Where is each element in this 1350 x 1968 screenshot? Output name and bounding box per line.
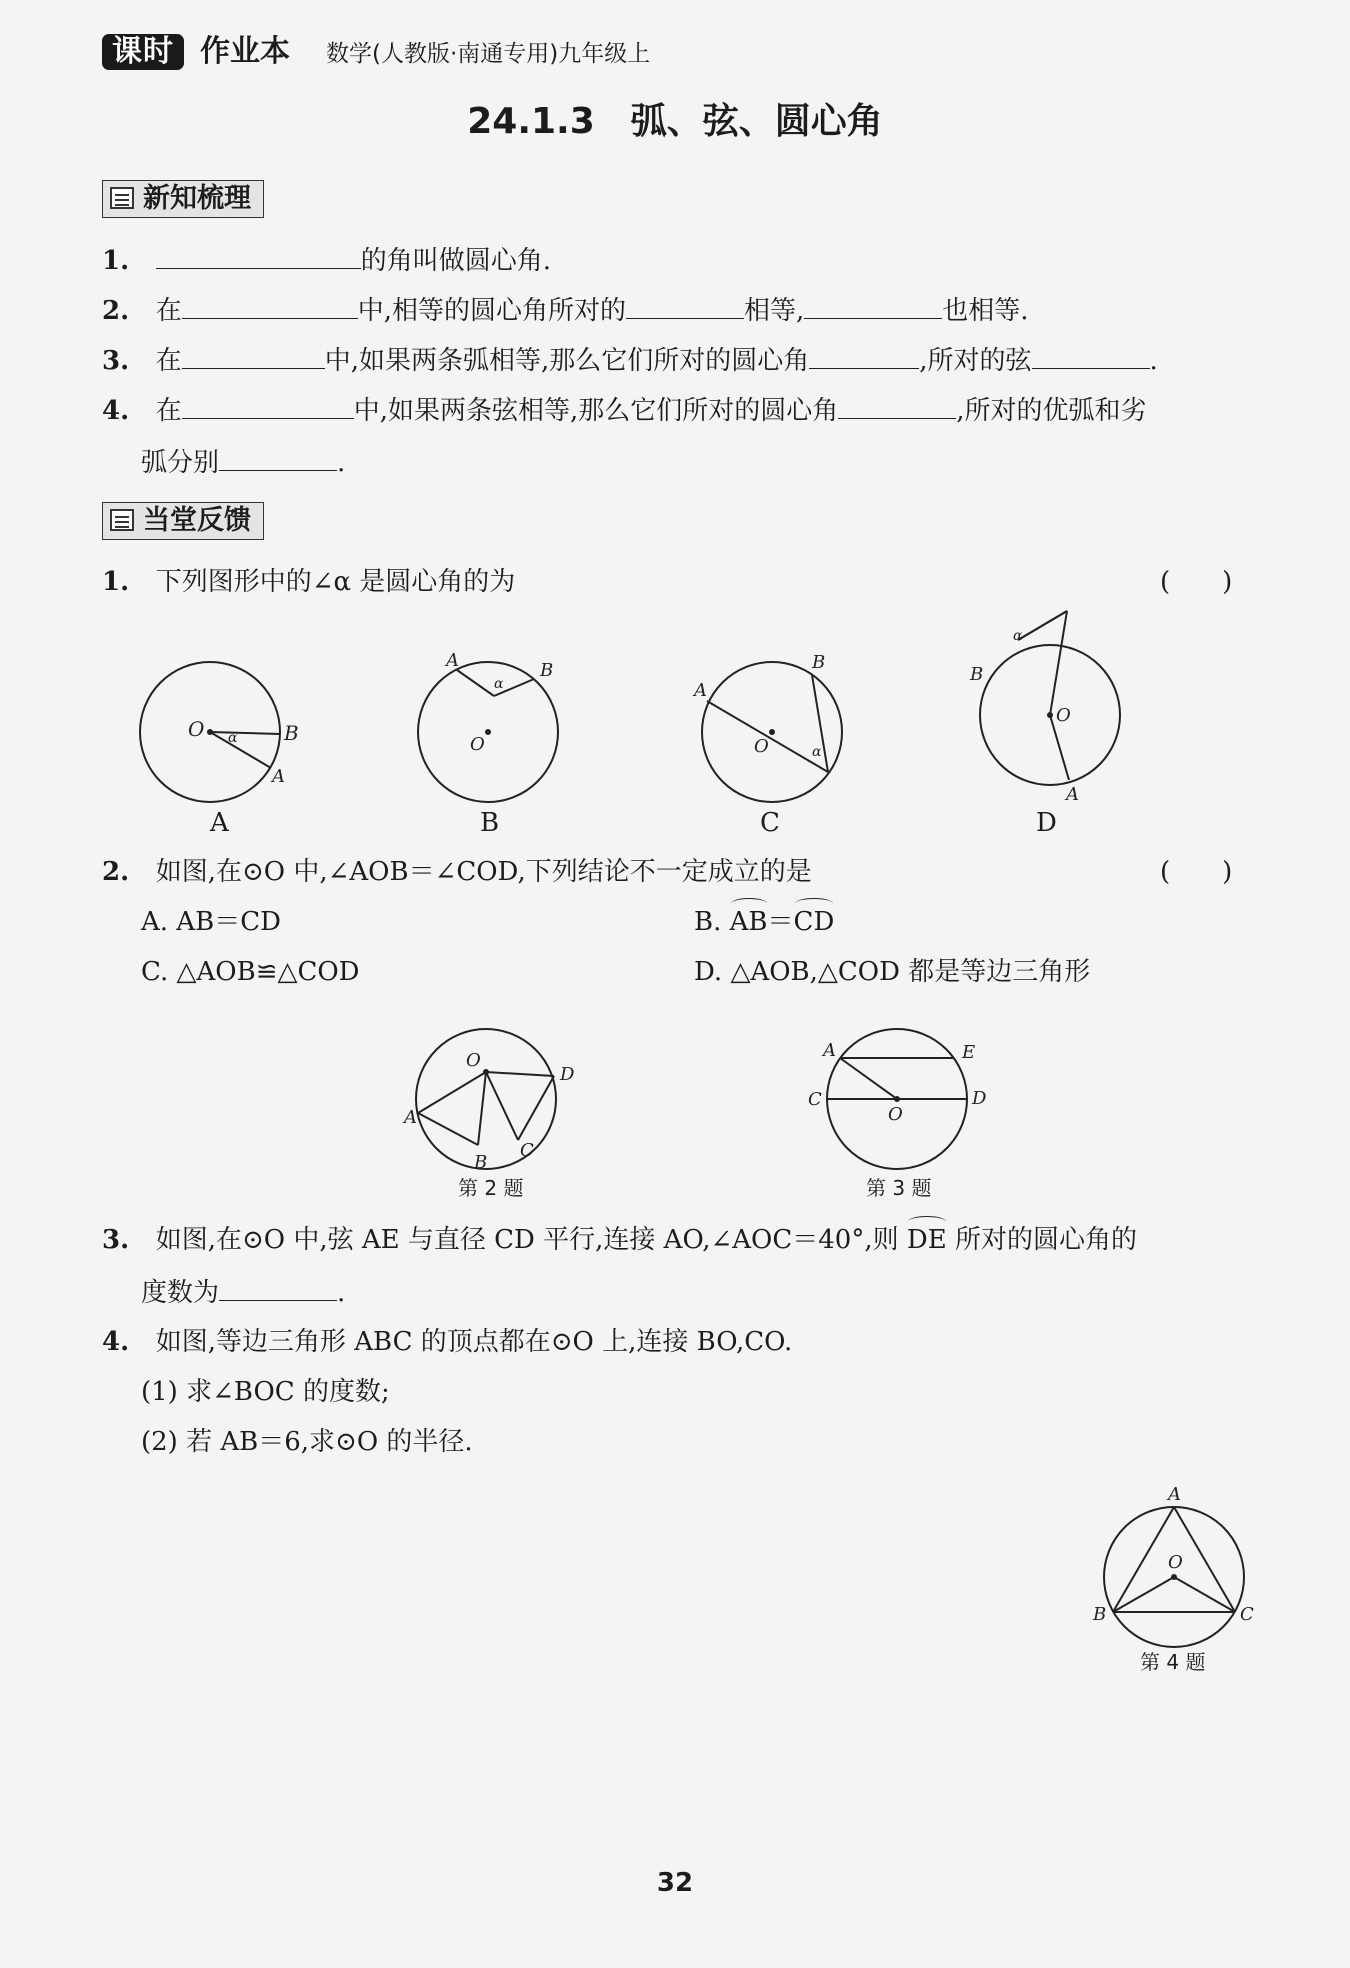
knowledge-item-1: 1. 的角叫做圆心角. [102, 238, 551, 281]
point-label: A [823, 1040, 836, 1061]
angle-label: α [228, 730, 238, 746]
book-name: 作业本 [200, 34, 290, 69]
answer-paren[interactable]: ( ) [1160, 857, 1233, 887]
question-1: 1. 下列图形中的∠α 是圆心角的为 [102, 567, 516, 597]
figure-d-label: D [1036, 808, 1057, 838]
point-label: B [812, 652, 826, 673]
point-label: C [1240, 1604, 1254, 1625]
question-4: 4. 如图,等边三角形 ABC 的顶点都在⊙O 上,连接 BO,CO. [102, 1327, 793, 1357]
option-a[interactable]: A. AB＝CD [141, 907, 281, 937]
point-label: A [446, 650, 459, 671]
option-d[interactable]: D. △AOB,△COD 都是等边三角形 [694, 957, 1091, 987]
answer-blank[interactable] [219, 440, 337, 471]
point-label: B [284, 721, 299, 745]
brand-logo: 课时 [102, 34, 184, 70]
arc-de: DE [907, 1220, 947, 1260]
answer-blank[interactable] [1032, 338, 1150, 369]
page-number: 32 [656, 1868, 694, 1898]
pencil-icon [110, 509, 134, 531]
point-label: A [272, 766, 285, 787]
figure-4-caption: 第 4 题 [1140, 1650, 1206, 1674]
point-label: B [540, 660, 554, 681]
question-4-part-1: (1) 求∠BOC 的度数; [141, 1377, 390, 1407]
answer-blank[interactable] [838, 388, 956, 419]
figure-c-label: C [760, 808, 780, 838]
point-label: O [888, 1104, 903, 1125]
question-3-cont: 度数为 . [141, 1270, 345, 1313]
point-label: D [972, 1088, 987, 1109]
point-label: A [694, 680, 707, 701]
figures-2-3 [0, 1000, 1350, 1200]
point-label: D [560, 1064, 575, 1085]
book-subtitle: 数学(人教版·南通专用)九年级上 [326, 41, 651, 67]
figure-d [980, 611, 1120, 785]
answer-blank[interactable] [182, 388, 354, 419]
arc-ab: AB [730, 902, 768, 942]
point-label: C [808, 1089, 822, 1110]
answer-blank[interactable] [804, 288, 942, 319]
lesson-title: 24.1.3 弧、弦、圆心角 [467, 101, 883, 142]
answer-blank[interactable] [182, 338, 325, 369]
point-label: B [474, 1152, 488, 1173]
question-4-part-2: (2) 若 AB＝6,求⊙O 的半径. [141, 1427, 473, 1457]
book-icon [110, 187, 134, 209]
knowledge-item-4: 4. 在 中,如果两条弦相等,那么它们所对的圆心角 ,所对的优弧和劣 [102, 388, 1147, 431]
knowledge-item-3: 3. 在 中,如果两条弧相等,那么它们所对的圆心角 ,所对的弦 . [102, 338, 1158, 381]
figure-a-label: A [210, 808, 229, 838]
section-class-feedback [102, 502, 264, 540]
answer-blank[interactable] [219, 1270, 337, 1301]
point-label: O [188, 717, 205, 741]
figure-2 [416, 1029, 556, 1169]
point-label: O [1056, 705, 1071, 726]
figure-2-caption: 第 2 题 [458, 1176, 524, 1200]
q1-figures [0, 600, 1350, 840]
knowledge-item-2: 2. 在 中,相等的圆心角所对的 相等, 也相等. [102, 288, 1029, 331]
point-label: O [1168, 1552, 1183, 1573]
figure-3-caption: 第 3 题 [866, 1176, 932, 1200]
section-new-knowledge [102, 180, 264, 218]
option-b[interactable]: B. AB＝CD [694, 902, 834, 942]
angle-label: α [494, 676, 504, 692]
point-label: O [470, 734, 485, 755]
knowledge-item-4-cont: 弧分别 . [141, 440, 345, 483]
point-label: O [466, 1050, 481, 1071]
point-label: A [1168, 1484, 1181, 1505]
answer-blank[interactable] [626, 288, 744, 319]
question-3: 3. 如图,在⊙O 中,弦 AE 与直径 CD 平行,连接 AO,∠AOC＝40°,则 DE 所对的圆心角的 [102, 1220, 1137, 1260]
arc-cd: CD [794, 902, 835, 942]
point-label: A [1066, 784, 1079, 805]
point-label: C [520, 1140, 534, 1161]
angle-label: α [812, 744, 822, 760]
point-label: O [754, 736, 769, 757]
point-label: B [970, 664, 984, 685]
option-c[interactable]: C. △AOB≌△COD [141, 957, 360, 987]
section-label: 新知梳理 [143, 183, 251, 214]
answer-paren[interactable]: ( ) [1160, 567, 1233, 597]
answer-blank[interactable] [809, 338, 919, 369]
section-label: 当堂反馈 [143, 505, 251, 536]
answer-blank[interactable] [156, 238, 361, 269]
figure-b-label: B [480, 808, 500, 838]
question-2: 2. 如图,在⊙O 中,∠AOB＝∠COD,下列结论不一定成立的是 [102, 857, 812, 887]
angle-label: α [1013, 628, 1023, 644]
answer-blank[interactable] [182, 288, 358, 319]
point-label: E [962, 1042, 976, 1063]
figure-4 [1080, 1460, 1280, 1670]
point-label: A [404, 1107, 417, 1128]
point-label: B [1093, 1604, 1107, 1625]
